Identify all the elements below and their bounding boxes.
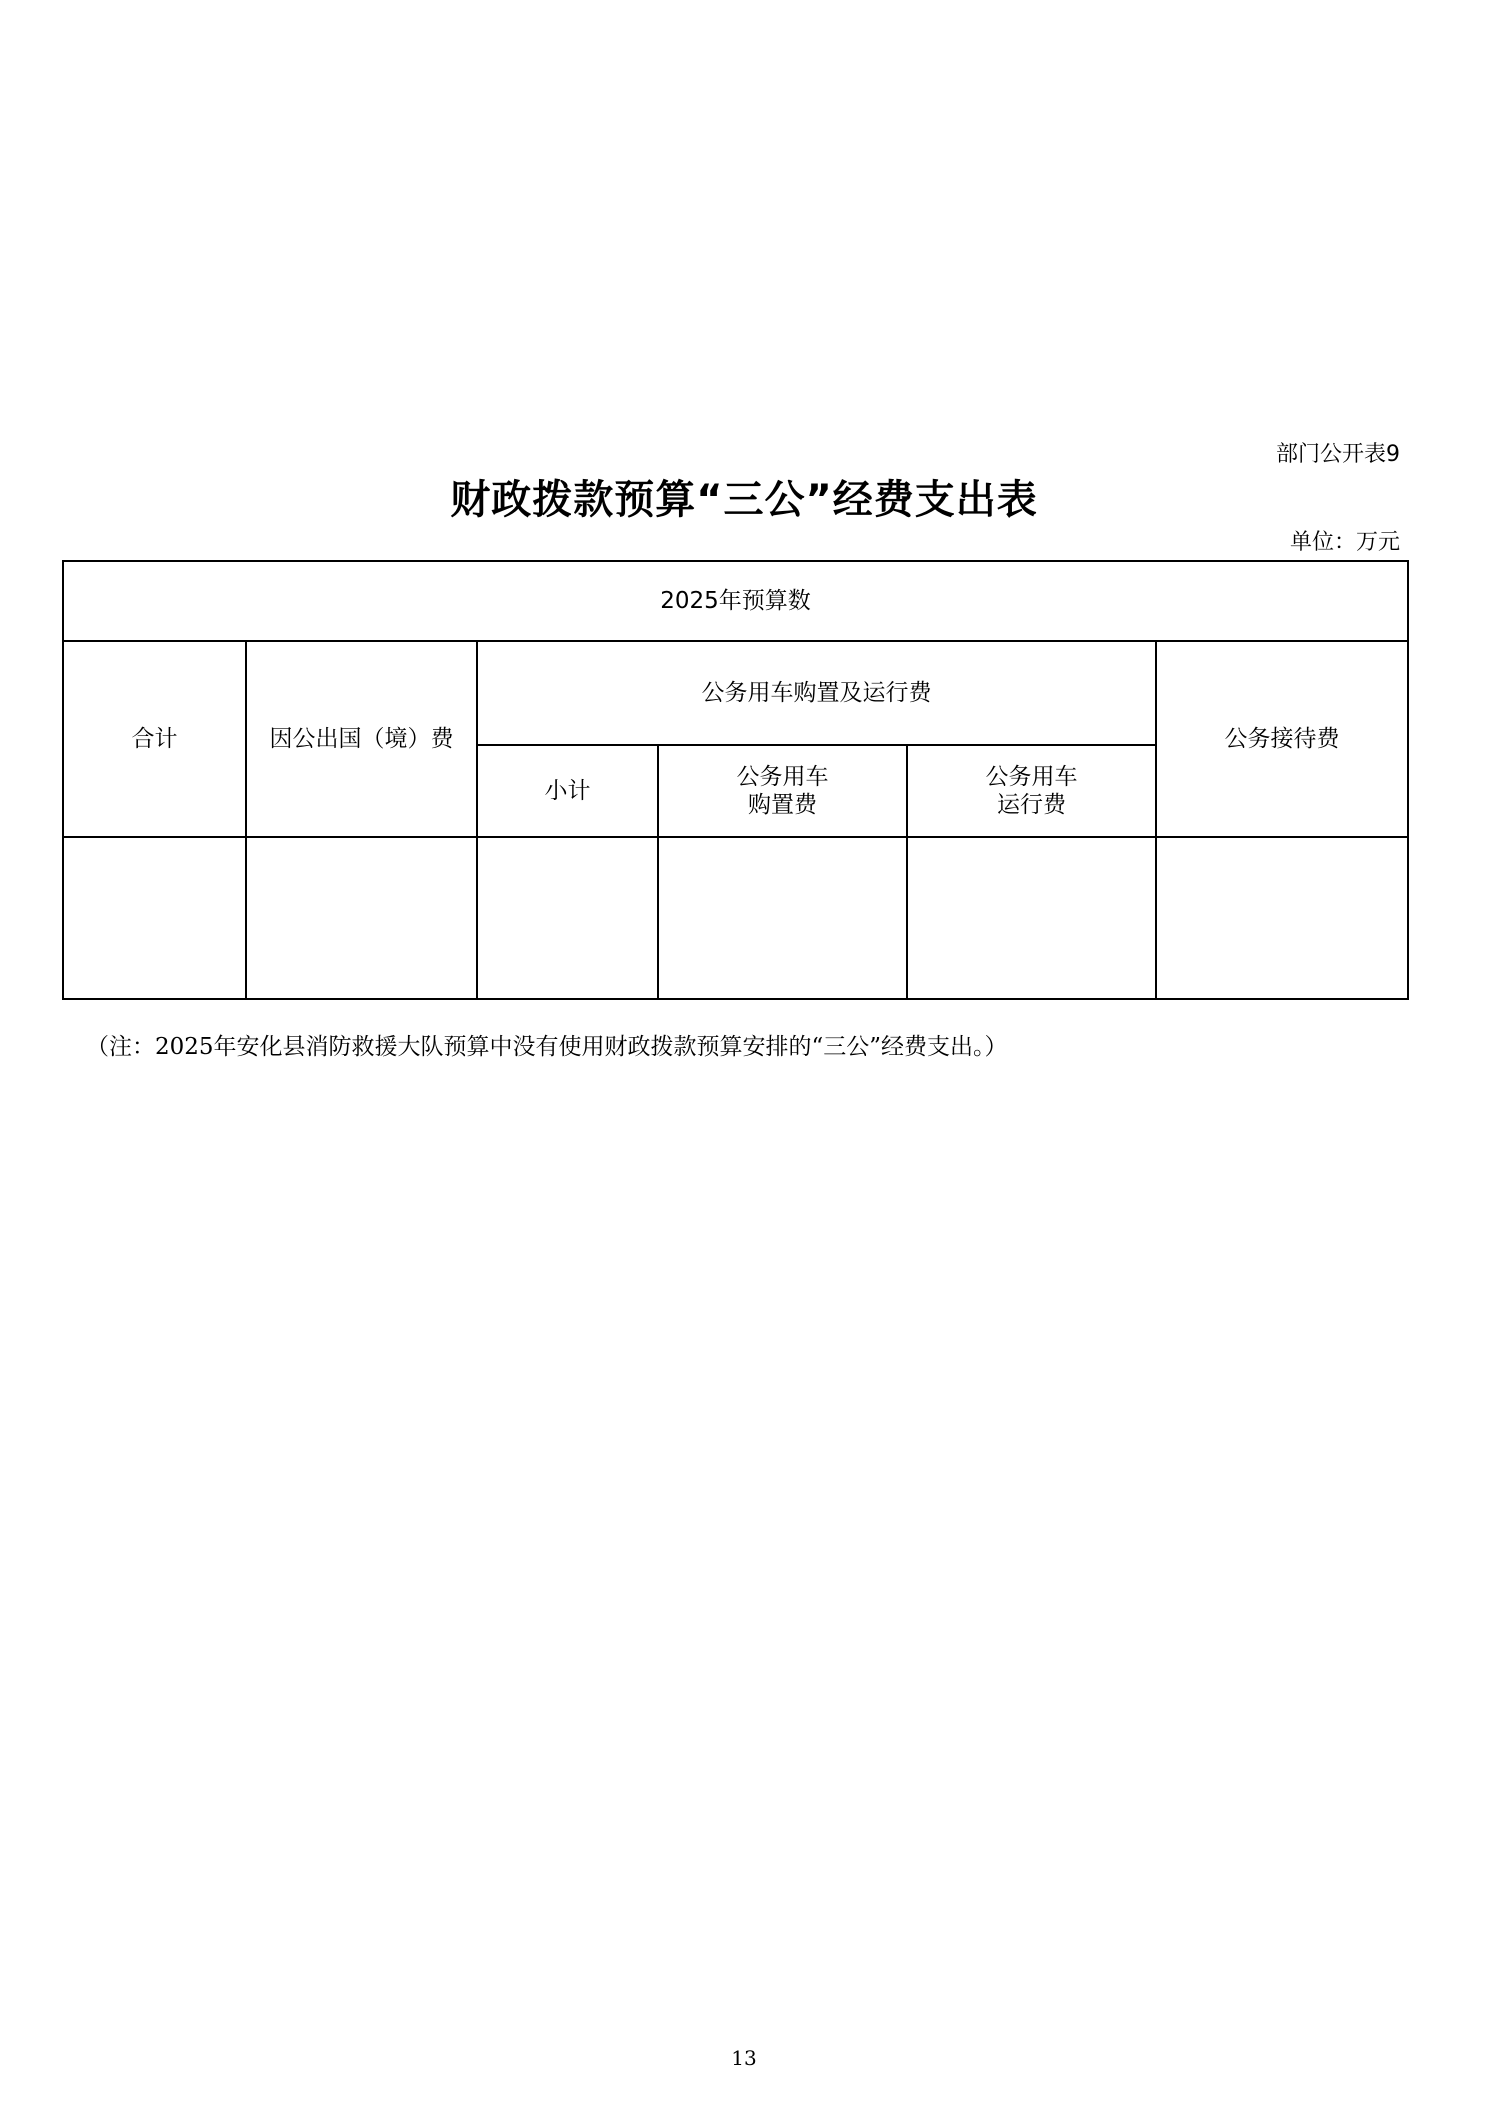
footnote: （注：2025年安化县消防救援大队预算中没有使用财政拨款预算安排的“三公”经费支出。）	[86, 1034, 1008, 1060]
cell-subtotal	[477, 837, 658, 999]
table-row	[63, 837, 1408, 999]
col-reception-header: 公务接待费	[1156, 641, 1408, 837]
form-code: 部门公开表9	[1276, 442, 1400, 467]
cell-overseas	[246, 837, 477, 999]
col-overseas-header: 因公出国（境）费	[246, 641, 477, 837]
unit-label: 单位：万元	[1289, 530, 1400, 555]
cell-total	[63, 837, 246, 999]
cell-vehicle-operation	[907, 837, 1156, 999]
page-title: 财政拨款预算“三公”经费支出表	[450, 477, 1038, 523]
col-total-header: 合计	[63, 641, 246, 837]
budget-table	[62, 560, 1409, 1000]
col-subtotal-header: 小计	[477, 745, 658, 837]
group-header-cell: 2025年预算数	[63, 561, 1408, 641]
page-number: 13	[731, 2046, 757, 2070]
col-vehicle-group-header: 公务用车购置及运行费	[477, 641, 1156, 745]
cell-reception	[1156, 837, 1408, 999]
header-row-group	[63, 561, 1408, 641]
col-vehicle-operation-header: 公务用车 运行费	[907, 745, 1156, 837]
col-vehicle-purchase-header: 公务用车 购置费	[658, 745, 907, 837]
header-row-columns	[63, 641, 1408, 745]
cell-vehicle-purchase	[658, 837, 907, 999]
